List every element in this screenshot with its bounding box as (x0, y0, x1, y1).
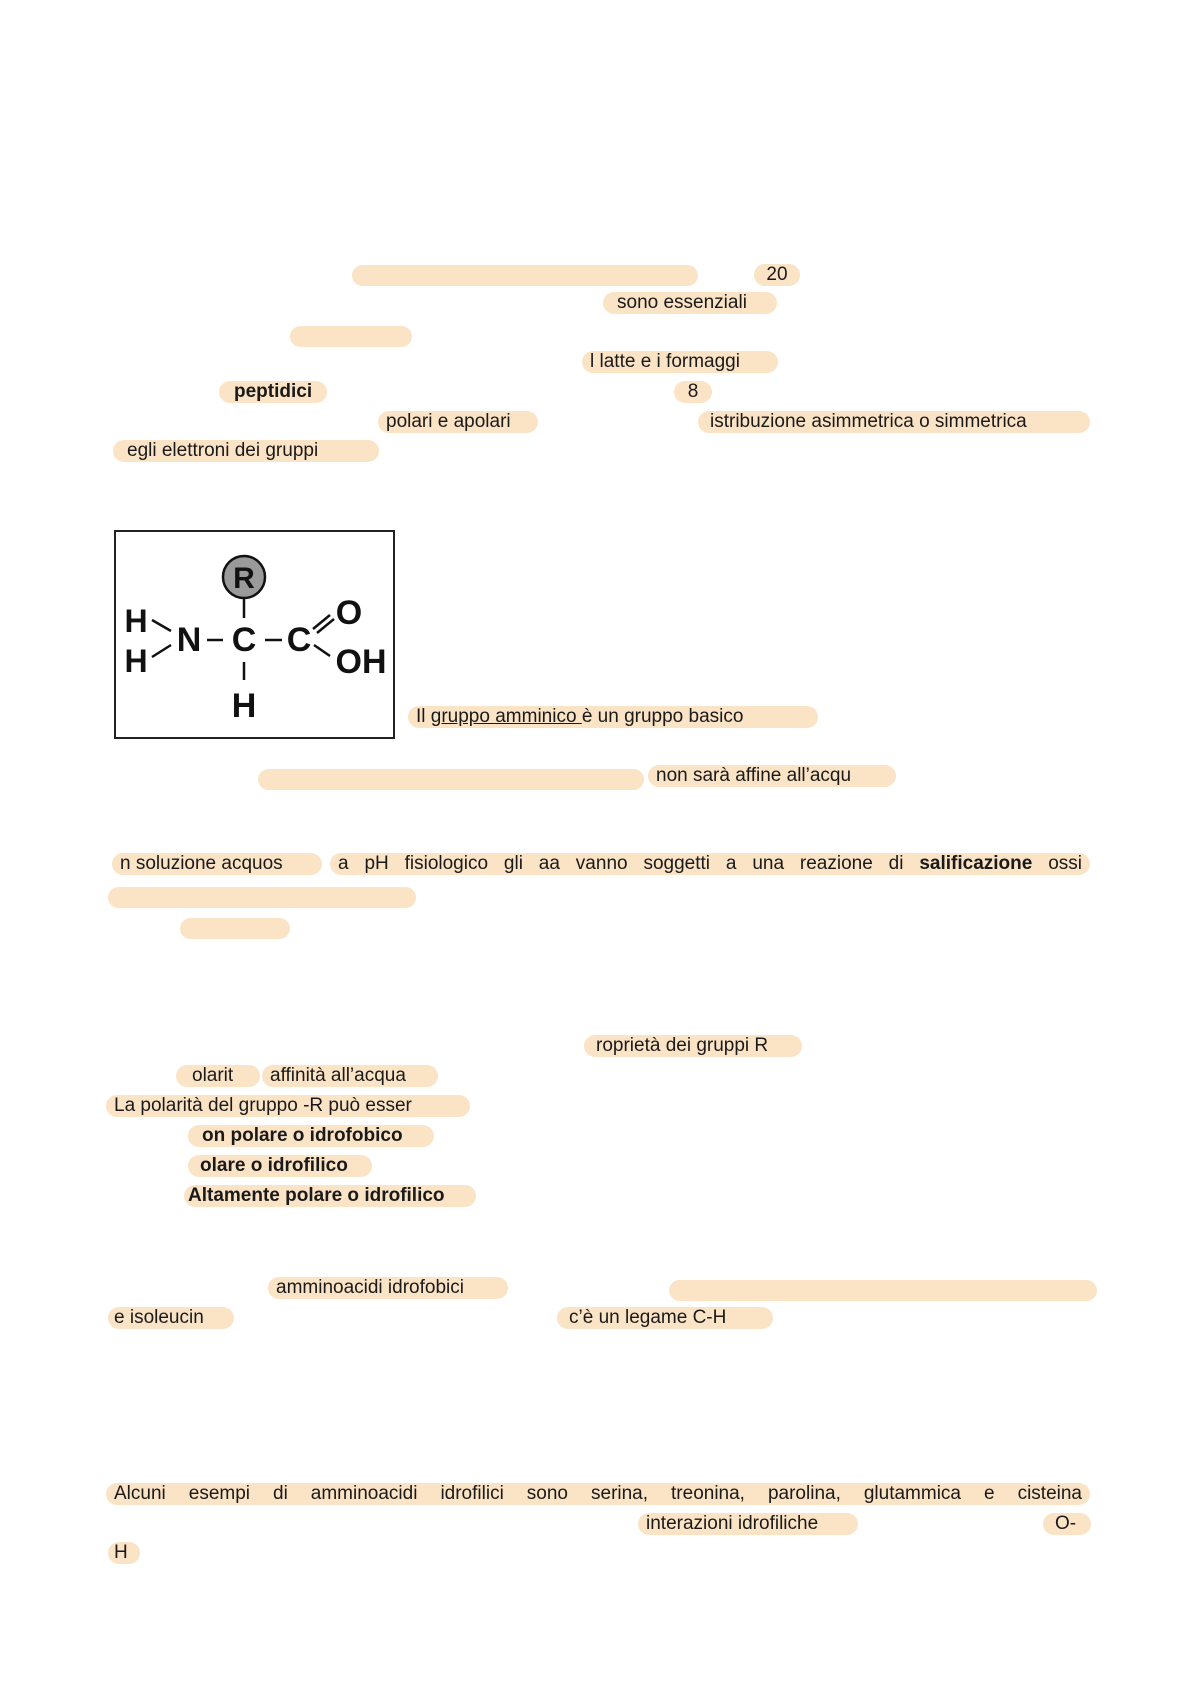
text-r-groups: roprietà dei gruppi R (584, 1035, 802, 1057)
bond-h-n-bottom (152, 645, 171, 657)
c-carboxyl-label: C (286, 621, 312, 659)
ph-line-bold: salificazione (919, 853, 1033, 874)
text-count-8: 8 (674, 381, 712, 403)
amino-group-term: gruppo amminico (430, 706, 582, 727)
text-peptidic: peptidici (219, 381, 327, 403)
text-ph-line (330, 853, 1090, 875)
text-amino-group (408, 706, 818, 728)
text-polar: olare o idrofilico (188, 1155, 372, 1177)
text-isoleucine: e isoleucin (108, 1307, 234, 1329)
text-polar-apolar: polari e apolari (378, 411, 538, 433)
oh-label: OH (335, 643, 387, 681)
ph-line-start: a pH fisiologico gli aa vanno soggetti a una reazione di (338, 853, 920, 874)
text-oh-part-1: O- (1043, 1513, 1091, 1535)
text-r-polarity: La polarità del gruppo -R può esser (106, 1095, 470, 1117)
highlight-bar (290, 326, 412, 347)
text-count-20: 20 (754, 264, 800, 286)
n-label: N (176, 621, 202, 659)
bond-h-n-top (152, 620, 171, 631)
amino-acid-structure-diagram (114, 530, 395, 739)
text-hydrophilic-examples: Alcuni esempi di amminoacidi idrofilici sono serina, treonina, parolina, glutammica e cisteina (106, 1483, 1090, 1505)
highlight-bar (352, 265, 698, 286)
structure-svg (116, 532, 393, 737)
text-distribution: istribuzione asimmetrica o simmetrica (698, 411, 1090, 433)
text-nonpolar: on polare o idrofobico (188, 1125, 434, 1147)
text-ch-bond: c’è un legame C-H (557, 1307, 773, 1329)
amino-group-prefix: Il (416, 706, 431, 727)
text-water-affinity: affinità all’acqua (262, 1065, 438, 1087)
text-dairy: l latte e i formaggi (582, 351, 778, 373)
o-label: O (335, 594, 363, 632)
r-label: R (233, 562, 255, 595)
amino-group-suffix: è un gruppo basico (581, 706, 744, 727)
h-bottom-left-label: H (124, 643, 148, 679)
highlight-bar (180, 918, 290, 939)
text-essential: sono essenziali (603, 292, 777, 314)
text-polarity: olarit (176, 1065, 260, 1087)
c-alpha-label: C (231, 621, 257, 659)
text-hydrophobic: amminoacidi idrofobici (268, 1277, 508, 1299)
text-highly-polar: Altamente polare o idrofilico (184, 1185, 476, 1207)
highlight-bar (669, 1280, 1097, 1301)
bond-c-oh (314, 645, 330, 656)
h-top-left-label: H (124, 603, 148, 639)
h-bottom-label: H (231, 687, 257, 725)
double-bond-c-o-2 (317, 619, 334, 633)
text-solution: n soluzione acquos (112, 853, 322, 875)
double-bond-c-o (313, 615, 330, 629)
text-not-water: non sarà affine all’acqu (648, 765, 896, 787)
highlight-bar (258, 769, 644, 790)
highlight-bar (108, 887, 416, 908)
ph-line-end: ossi (1032, 853, 1082, 874)
text-electrons: egli elettroni dei gruppi (113, 440, 379, 462)
text-oh-part-2: H (108, 1542, 140, 1564)
text-hydrophilic-interactions: interazioni idrofiliche (638, 1513, 858, 1535)
